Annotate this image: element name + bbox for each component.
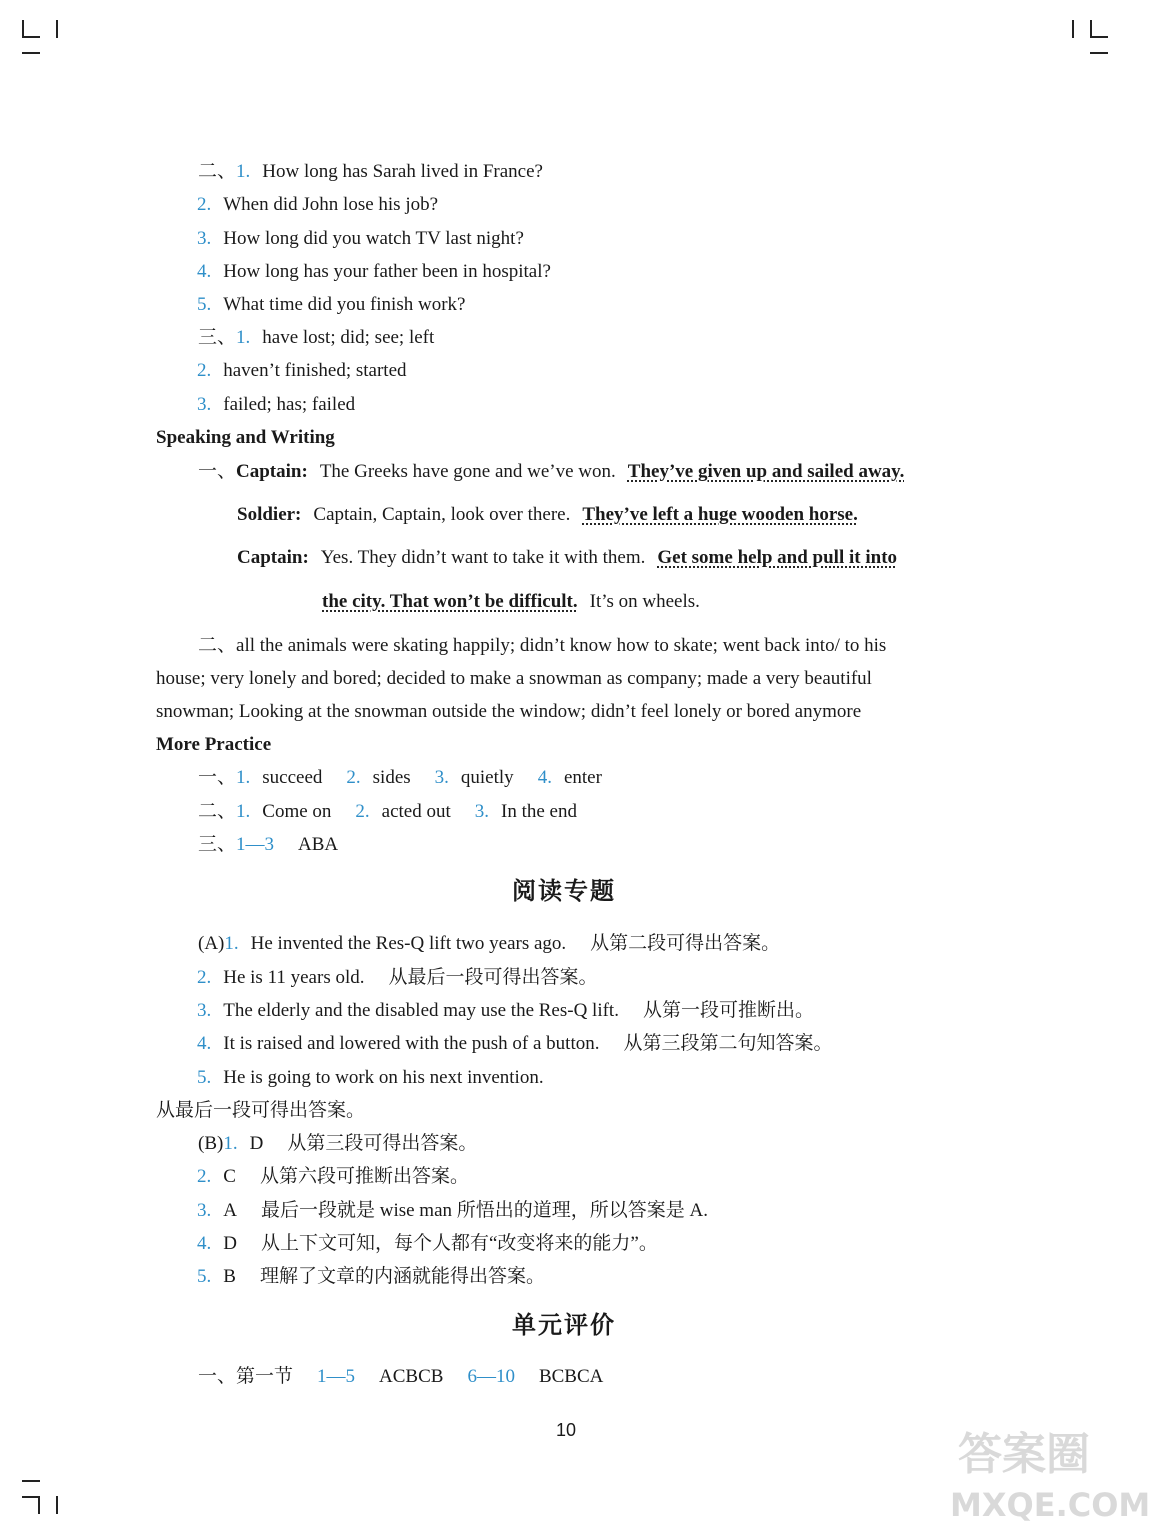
part2-item-5: 5. What time did you finish work? <box>197 294 466 315</box>
reading-b-item-3: 3. A 最后一段就是 wise man 所悟出的道理，所以答案是 A. <box>197 1200 708 1221</box>
reading-a-item-5: 5. He is going to work on his next invention. <box>197 1067 544 1088</box>
dialogue-line-1: 一、Captain: The Greeks have gone and we’ve won. They’ve given up and sailed away. <box>198 461 905 482</box>
crop-mark <box>22 1480 40 1482</box>
crop-mark <box>56 20 58 38</box>
crop-mark <box>56 1496 58 1514</box>
part3-item-2: 2. haven’t finished; started <box>197 360 407 381</box>
unit-eval-row-1: 一、第一节 1—5 ACBCB 6—10 BCBCA <box>198 1366 604 1387</box>
crop-mark <box>22 52 40 54</box>
heading-unit-evaluation: 单元评价 <box>512 1313 616 1339</box>
reading-a-item-3: 3. The elderly and the disabled may use the Res-Q lift. 从第一段可推断出。 <box>197 1000 814 1021</box>
paragraph-line-1: 二、all the animals were skating happily; didn’t know how to skate; went back into/ to his <box>198 635 887 656</box>
reading-b-item-5: 5. B 理解了文章的内涵就能得出答案。 <box>197 1266 545 1287</box>
crop-mark <box>1090 36 1108 38</box>
more-practice-row-1: 一、1. succeed 2. sides 3. quietly 4. enter <box>198 767 602 788</box>
reading-a-item-2: 2. He is 11 years old. 从最后一段可得出答案。 <box>197 967 598 988</box>
more-practice-row-2: 二、1. Come on 2. acted out 3. In the end <box>198 801 577 822</box>
part2-item-1: 二、1. How long has Sarah lived in France? <box>198 161 543 182</box>
part2-item-4: 4. How long has your father been in hospital? <box>197 261 551 282</box>
section-title-more-practice: More Practice <box>156 734 272 755</box>
crop-mark <box>38 1496 40 1514</box>
crop-mark <box>1072 20 1074 38</box>
reading-b-item-4: 4. D 从上下文可知，每个人都有“改变将来的能力”。 <box>197 1233 658 1254</box>
paragraph-line-3: snowman; Looking at the snowman outside the window; didn’t feel lonely or bored anymore <box>156 701 862 722</box>
reading-a-item-1: (A)1. He invented the Res-Q lift two years ago. 从第二段可得出答案。 <box>198 933 781 954</box>
reading-a-item-5-note: 从最后一段可得出答案。 <box>156 1100 366 1121</box>
page-number: 10 <box>556 1420 577 1440</box>
part3-item-1: 三、1. have lost; did; see; left <box>198 327 435 348</box>
watermark-logo: 答案圈 <box>958 1429 1090 1480</box>
watermark-url: MXQE.COM <box>950 1486 1150 1524</box>
crop-mark <box>22 36 40 38</box>
dialogue-line-2: Soldier: Captain, Captain, look over there. They’ve left a huge wooden horse. <box>237 504 858 525</box>
dialogue-line-3: Captain: Yes. They didn’t want to take it with them. Get some help and pull it into <box>237 547 898 568</box>
dialogue-line-4: the city. That won’t be difficult. It’s on wheels. <box>322 591 700 612</box>
reading-b-item-1: (B)1. D 从第三段可得出答案。 <box>198 1133 478 1154</box>
section-title-speaking: Speaking and Writing <box>156 427 335 448</box>
paragraph-line-2: house; very lonely and bored; decided to make a snowman as company; made a very beautiful <box>156 668 872 689</box>
crop-mark <box>1090 52 1108 54</box>
more-practice-row-3: 三、1—3 ABA <box>198 834 339 855</box>
part2-item-3: 3. How long did you watch TV last night? <box>197 228 524 249</box>
heading-reading: 阅读专题 <box>512 879 616 905</box>
part2-item-2: 2. When did John lose his job? <box>197 194 439 215</box>
reading-b-item-2: 2. C 从第六段可推断出答案。 <box>197 1166 469 1187</box>
reading-a-item-4: 4. It is raised and lowered with the push of a button. 从第三段第二句知答案。 <box>197 1033 833 1054</box>
part3-item-3: 3. failed; has; failed <box>197 394 356 415</box>
